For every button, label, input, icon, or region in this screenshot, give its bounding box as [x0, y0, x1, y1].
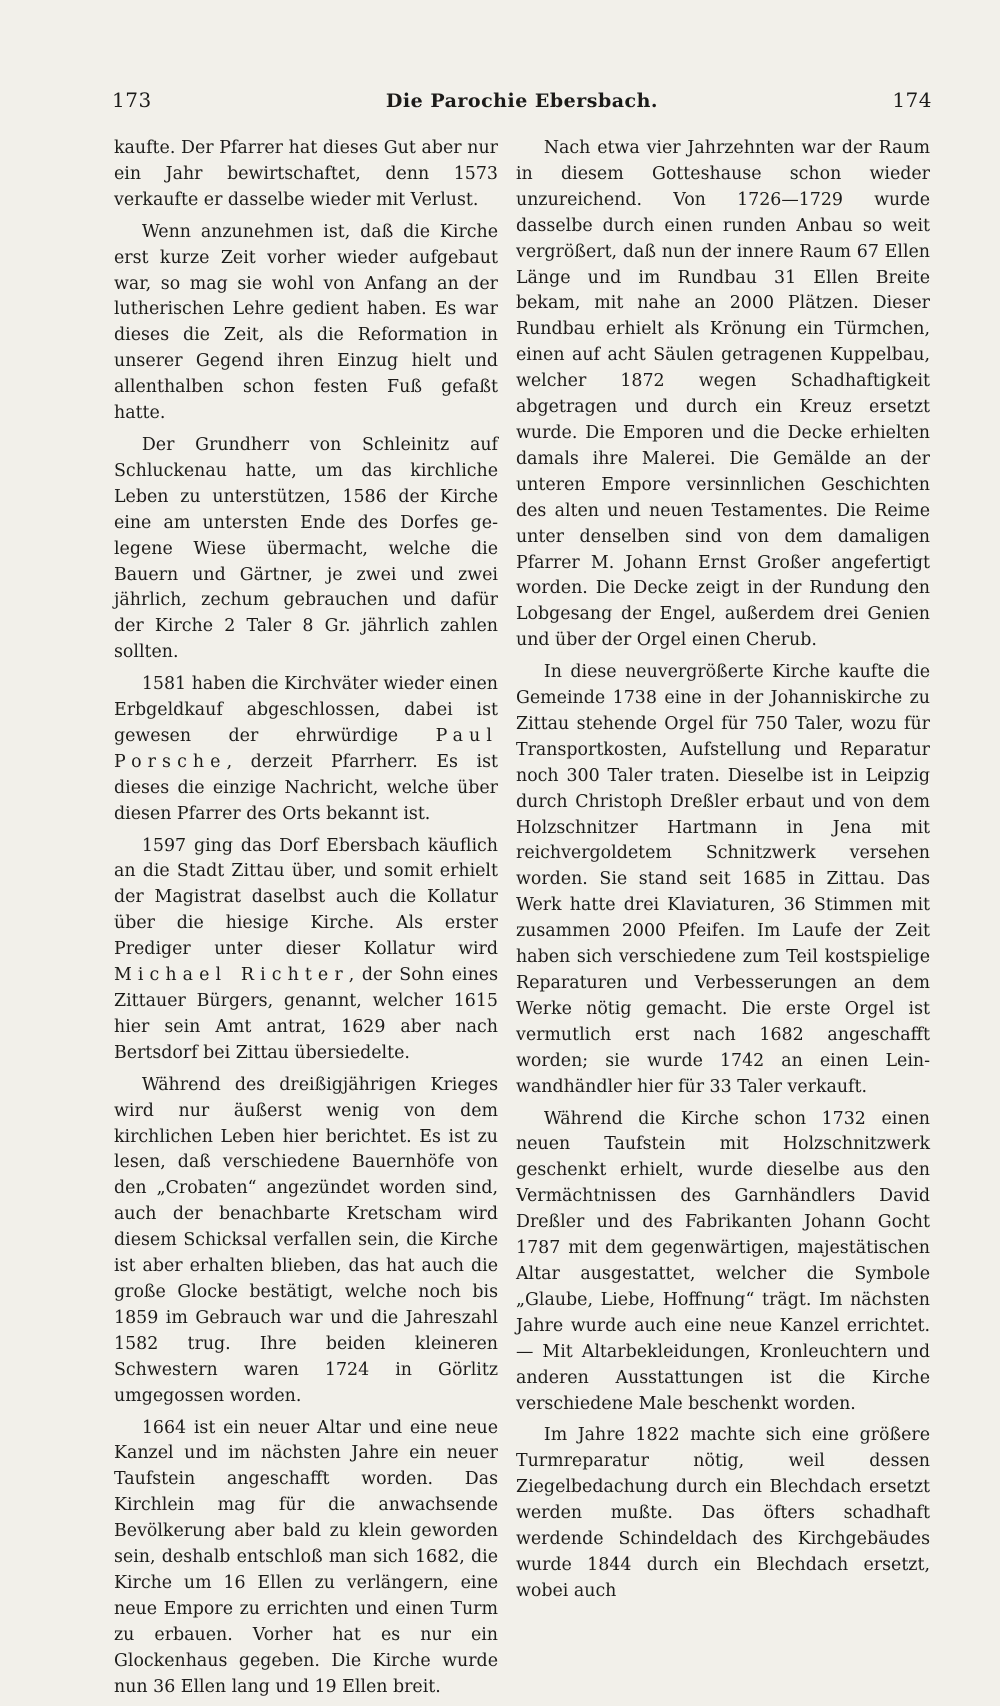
paragraph: Der Grundherr von Schleinitz auf Schluckenau hatte, um das kirchliche Leben zu unterstützen, 1586 der Kirche eine am untersten Ende des Dorfes gelegene Wiese übermacht, welche die Bauern und Gärtner, je zwei und zwei jährlich, zechum gebrauchen und dafür der Kirche 2 Taler 8 Gr. jährlich zahlen sollten.: [114, 434, 498, 663]
text-run: , derzeit Pfarrherr. Es ist dieses die einzige Nachricht, welche über diesen Pfarrer des Orts bekannt ist.: [114, 751, 498, 824]
page-number-left: 173: [112, 88, 152, 112]
text-run: 1581 haben die Kirchväter wieder einen Erbgeldkauf abgeschlossen, dabei ist gewesen der ehrwürdige: [114, 674, 498, 746]
paragraph: Nach etwa vier Jahrzehnten war der Raum in diesem Gotteshause schon wieder unzureichend. Von 1726—1729 wurde dasselbe durch einen runden Anbau so weit vergrößert, daß nun der innere Raum 67 Ellen Länge und im Rundbau 31 Ellen Breite bekam, mit nahe an 2000 Plätzen. Dieser Rundbau erhielt als Krönung ein Türmchen, einen auf acht Säulen getragenen Kuppelbau, welcher 1872 wegen Schadhaftigkeit abgetragen und durch ein Kreuz ersetzt wurde. Die Emporen und die Decke erhielten damals ihre Malerei. Die Gemälde an der unteren Empore versinnlichen Geschichten des alten und neuen Testamentes. Die Reime unter denselben sind von dem damaligen Pfarrer M. Johann Ernst Großer angefertigt worden. Die Decke zeigt in der Rundung den Lobgesang der Engel, außerdem drei Genien und über der Orgel einen Cherub.: [516, 138, 930, 651]
paragraph: Während die Kirche schon 1732 einen neuen Taufstein mit Holzschnitzwerk geschenkt erhielt, wurde dieselbe aus den Vermächtnissen des Garnhändlers David Dreßler und des Fabrikanten Johann Gocht 1787 mit dem gegenwärtigen, majestätischen Altar ausgestattet, welcher die Symbole „Glaube, Liebe, Hoffnung“ trägt. Im nächsten Jahre wurde auch eine neue Kanzel errichtet. — Mit Altarbekleidungen, Kronleuchtern und anderen Ausstattungen ist die Kirche verschiedene Male beschenkt worden.: [516, 1108, 930, 1414]
paragraph: Während des dreißigjährigen Krieges wird nur äußerst wenig von dem kirchlichen Leben hier berichtet. Es ist zu lesen, daß verschiedene Bauernhöfe von den „Crobaten“ angezündet worden sind, auch der benachbarte Kretscham wird diesem Schicksal verfallen sein, die Kirche ist aber erhalten blieben, das hat auch die große Glocke bestätigt, welche noch bis 1859 im Gebrauch war und die Jahreszahl 1582 trug. Ihre beiden kleineren Schwestern waren 1724 in Görlitz umgegossen worden.: [114, 1074, 498, 1406]
paragraph: Im Jahre 1822 machte sich eine größere Turmreparatur nötig, weil dessen Ziegelbedachung durch ein Blechdach ersetzt werden mußte. Das öfters schadhaft werdende Schindeldach des Kirchgebäudes wurde 1844 durch ein Blechdach ersetzt, wobei auch: [516, 1425, 930, 1601]
paragraph: [114, 672, 498, 827]
paragraph: Wenn anzunehmen ist, daß die Kirche erst kurze Zeit vorher wieder aufgebaut war, so mag sie wohl von Anfang an der lutherischen Lehre gedient haben. Es war dieses die Zeit, als die Reformation in unserer Gegend ihren Einzug hielt und allenthalben schon festen Fuß gefaßt hatte.: [114, 221, 498, 424]
running-title: Die Parochie Ebersbach.: [385, 90, 659, 112]
text-run: , der Sohn eines Zittauer Bürgers, genannt, welcher 1615 hier sein Amt antrat, 1629 aber nach Bertsdorf bei Zittau übersiedelte.: [114, 965, 499, 1063]
spaced-name: Paul Porsche: [114, 725, 498, 772]
page-number-right: 174: [892, 88, 932, 112]
text-run: 1597 ging das Dorf Ebersbach käuflich an die Stadt Zittau über, und somit erhielt der Magistrat daselbst auch die Kollatur über die hiesige Kirche. Als erster Prediger unter dieser Kollatur wird: [114, 835, 498, 960]
paragraph: [114, 834, 498, 1067]
right-column: [516, 136, 930, 1611]
paragraph: 1664 ist ein neuer Altar und eine neue Kanzel und im nächsten Jahre ein neuer Taufstein angeschafft worden. Das Kirchlein mag für die anwachsende Bevölkerung aber bald zu klein geworden sein, deshalb entschloß man sich 1682, die Kirche um 16 Ellen zu verlängern, eine neue Empore zu errichten und einen Turm zu erbauen. Vorher hat es nur ein Glockenhaus gegeben. Die Kirche wurde nun 36 Ellen lang und 19 Ellen breit.: [114, 1417, 498, 1697]
page-header: [112, 88, 932, 118]
spaced-name: Michael Richter: [114, 965, 349, 986]
left-column: [114, 136, 498, 1706]
paragraph: In diese neuvergrößerte Kirche kaufte die Gemeinde 1738 eine in der Johanniskirche zu Zittau stehende Orgel für 750 Taler, wozu für Transportkosten, Aufstellung und Reparatur noch 300 Taler traten. Dieselbe ist in Leipzig durch Christoph Dreßler erbaut und von dem Holzschnitzer Hartmann in Jena mit reichvergoldetem Schnitzwerk versehen worden. Sie stand seit 1685 in Zittau. Das Werk hatte drei Klaviaturen, 36 Stimmen mit zusammen 2000 Pfeifen. Im Laufe der Zeit haben sich verschiedene zum Teil kostspielige Reparaturen und Verbesserungen an dem Werke nötig gemacht. Die erste Orgel ist vermutlich erst nach 1682 angeschafft worden; sie wurde 1742 an einen Leinwandhändler hier für 33 Taler verkauft.: [516, 662, 930, 1097]
paragraph: kaufte. Der Pfarrer hat dieses Gut aber nur ein Jahr bewirtschaftet, denn 1573 verkaufte er dasselbe wieder mit Verlust.: [114, 138, 498, 210]
